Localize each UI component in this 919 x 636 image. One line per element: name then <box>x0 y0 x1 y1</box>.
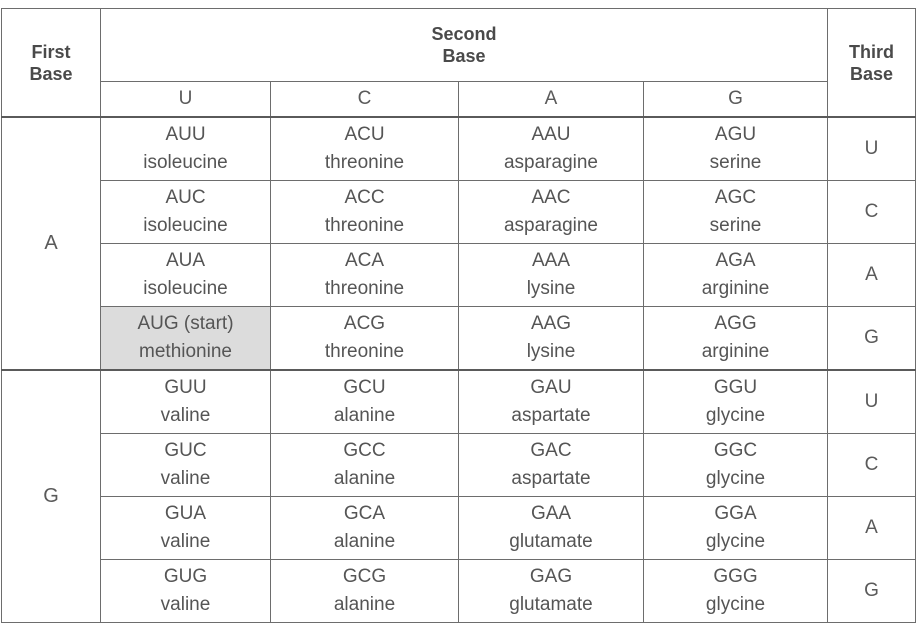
amino-acid-label: isoleucine <box>143 215 228 236</box>
codon-cell <box>644 181 828 244</box>
first-base-header <box>2 9 101 118</box>
header-row <box>2 9 916 82</box>
amino-acid-label: serine <box>709 215 762 236</box>
codon-label: AGC <box>714 187 757 208</box>
third-base-cell: C <box>828 181 916 244</box>
codon-label: ACA <box>344 250 385 271</box>
codon-cell <box>101 370 271 434</box>
codon-cell <box>101 560 271 623</box>
amino-acid-label: glutamate <box>509 531 593 552</box>
amino-acid-label: threonine <box>324 278 405 299</box>
amino-acid-label: aspartate <box>511 405 591 426</box>
amino-acid-label: glycine <box>705 594 766 615</box>
codon-label: GUG <box>163 566 208 587</box>
amino-acid-label: glycine <box>705 405 766 426</box>
third-base-header-line2: Base <box>850 63 894 84</box>
codon-cell <box>101 497 271 560</box>
codon-cell <box>101 117 271 181</box>
codon-label: AUA <box>165 250 206 271</box>
amino-acid-label: valine <box>160 594 211 615</box>
codon-label: ACG <box>343 313 386 334</box>
codon-cell <box>271 244 459 307</box>
codon-cell <box>459 244 644 307</box>
codon-label: GUA <box>164 503 207 524</box>
third-base-cell: U <box>828 117 916 181</box>
amino-acid-label: serine <box>709 152 762 173</box>
table-row <box>2 117 916 181</box>
amino-acid-label: arginine <box>701 341 770 362</box>
third-base-cell: A <box>828 497 916 560</box>
codon-label: AUU <box>165 124 206 145</box>
codon-label: AUC <box>165 187 206 208</box>
codon-cell <box>271 370 459 434</box>
codon-label: GGA <box>714 503 757 524</box>
amino-acid-label: alanine <box>333 594 396 615</box>
codon-cell <box>271 560 459 623</box>
amino-acid-label: threonine <box>324 152 405 173</box>
first-base-header-line2: Base <box>29 63 73 84</box>
codon-label: GCU <box>343 377 386 398</box>
amino-acid-label: threonine <box>324 215 405 236</box>
codon-cell <box>101 434 271 497</box>
codon-cell <box>271 307 459 371</box>
codon-cell <box>101 181 271 244</box>
codon-cell <box>271 497 459 560</box>
amino-acid-label: glycine <box>705 531 766 552</box>
second-base-letters-row <box>2 82 916 118</box>
codon-cell <box>644 117 828 181</box>
codon-cell <box>271 181 459 244</box>
table-row <box>2 244 916 307</box>
amino-acid-label: isoleucine <box>143 278 228 299</box>
third-base-cell: A <box>828 244 916 307</box>
table-row <box>2 560 916 623</box>
amino-acid-label: lysine <box>526 278 576 299</box>
third-base-cell: G <box>828 560 916 623</box>
second-base-header-line2: Base <box>442 46 486 66</box>
codon-label: AGG <box>714 313 757 334</box>
codon-label: AGA <box>715 250 756 271</box>
codon-cell <box>459 434 644 497</box>
amino-acid-label: isoleucine <box>143 152 228 173</box>
codon-cell <box>459 181 644 244</box>
table-row <box>2 181 916 244</box>
codon-label: GAC <box>530 440 572 461</box>
amino-acid-label: valine <box>160 405 211 426</box>
codon-label: AUG (start) <box>137 313 234 334</box>
third-base-header-line1: Third <box>849 41 895 62</box>
codon-cell <box>644 434 828 497</box>
codon-label: AAG <box>530 313 572 334</box>
amino-acid-label: glycine <box>705 468 766 489</box>
codon-label: ACC <box>344 187 385 208</box>
codon-label: ACU <box>344 124 385 145</box>
codon-cell <box>459 370 644 434</box>
amino-acid-label: valine <box>160 531 211 552</box>
amino-acid-label: asparagine <box>503 215 599 236</box>
table-row <box>2 307 916 371</box>
amino-acid-label: alanine <box>333 531 396 552</box>
first-base-a: A <box>2 117 101 370</box>
codon-cell <box>101 244 271 307</box>
codon-label: AAA <box>531 250 571 271</box>
codon-label: GUC <box>164 440 207 461</box>
amino-acid-label: methionine <box>139 341 232 362</box>
third-base-cell: U <box>828 370 916 434</box>
codon-table <box>1 8 916 623</box>
codon-cell <box>644 560 828 623</box>
table-row <box>2 497 916 560</box>
table-row <box>2 434 916 497</box>
table-row <box>2 370 916 434</box>
codon-cell <box>459 117 644 181</box>
second-base-header-line1: Second <box>431 24 497 44</box>
codon-label: GAA <box>530 503 572 524</box>
amino-acid-label: alanine <box>333 405 396 426</box>
codon-cell <box>644 244 828 307</box>
amino-acid-label: lysine <box>526 341 576 362</box>
codon-cell <box>459 497 644 560</box>
codon-label: GGU <box>713 377 758 398</box>
codon-cell <box>644 307 828 371</box>
codon-cell <box>644 497 828 560</box>
codon-label: GGG <box>713 566 758 587</box>
codon-label: GUU <box>164 377 207 398</box>
codon-label: GAU <box>530 377 572 398</box>
second-base-header <box>101 9 828 82</box>
codon-label: GAG <box>529 566 573 587</box>
third-base-cell: C <box>828 434 916 497</box>
codon-cell <box>644 370 828 434</box>
codon-label: GCC <box>343 440 386 461</box>
codon-label: AAU <box>531 124 571 145</box>
codon-cell <box>271 117 459 181</box>
amino-acid-label: arginine <box>701 278 770 299</box>
codon-label: AAC <box>531 187 571 208</box>
codon-label: GCA <box>343 503 386 524</box>
first-base-g: G <box>2 370 101 623</box>
second-base-u: U <box>101 82 271 118</box>
second-base-g: G <box>644 82 828 118</box>
second-base-a: A <box>459 82 644 118</box>
third-base-cell: G <box>828 307 916 371</box>
amino-acid-label: glutamate <box>509 594 593 615</box>
amino-acid-label: valine <box>160 468 211 489</box>
amino-acid-label: alanine <box>333 468 396 489</box>
amino-acid-label: aspartate <box>511 468 591 489</box>
codon-cell <box>459 307 644 371</box>
codon-label: GCG <box>342 566 387 587</box>
codon-cell <box>271 434 459 497</box>
amino-acid-label: asparagine <box>503 152 599 173</box>
first-base-header-line1: First <box>31 41 71 62</box>
codon-label: AGU <box>714 124 757 145</box>
second-base-c: C <box>271 82 459 118</box>
codon-label: GGC <box>713 440 758 461</box>
codon-cell <box>459 560 644 623</box>
amino-acid-label: threonine <box>324 341 405 362</box>
start-codon-cell <box>101 307 271 371</box>
third-base-header <box>828 9 916 118</box>
